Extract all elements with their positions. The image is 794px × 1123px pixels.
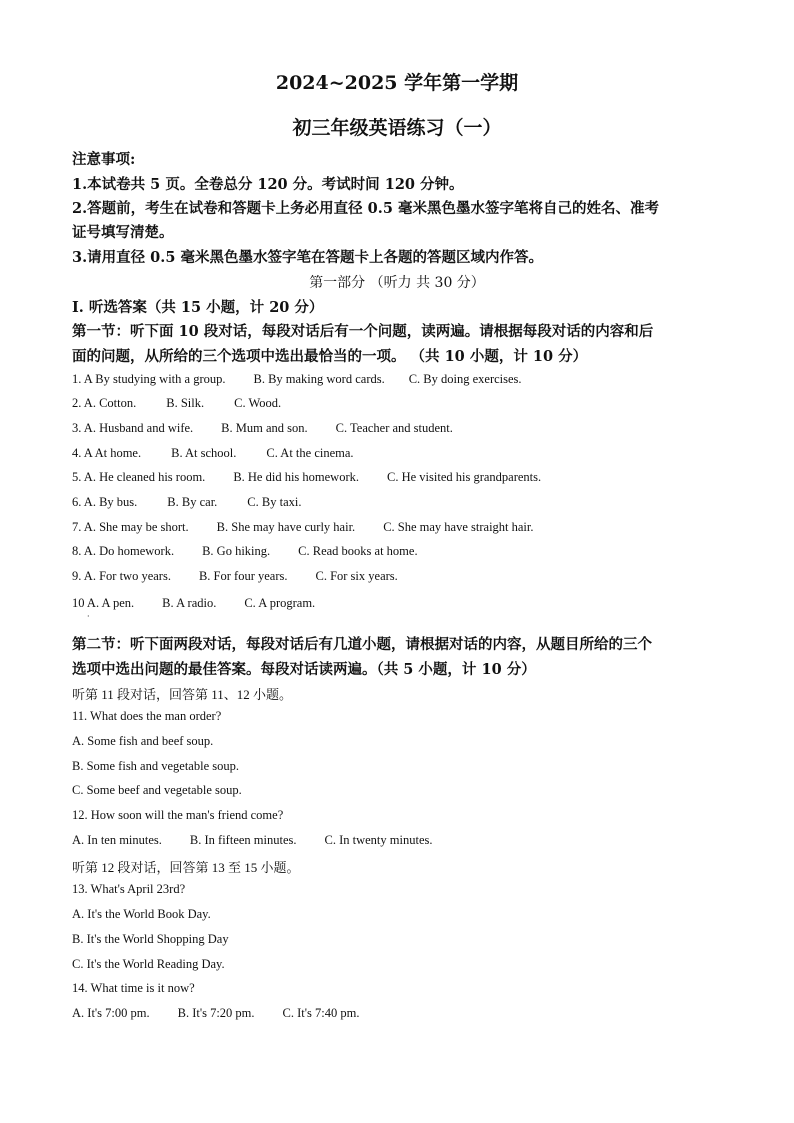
question-1 <box>72 372 522 387</box>
option-b: B. He did his homework. <box>233 470 359 484</box>
note-item-2-line-1: 2.答题前，考生在试卷和答题卡上务必用直径 0.5 毫米黑色墨水签字笔将自己的姓名、准考 <box>72 200 659 217</box>
option-b: B. A radio. <box>162 596 217 610</box>
option-b: B. By car. <box>167 495 218 509</box>
option-a: 3. A. Husband and wife. <box>72 421 194 435</box>
option-a: 4. A At home. <box>72 446 142 460</box>
option-c: C. A program. <box>244 596 316 610</box>
dialogue-12-intro: 听第 12 段对话，回答第 13 至 15 小题。 <box>72 860 300 875</box>
question-3 <box>72 421 453 436</box>
question-2 <box>72 396 281 411</box>
option-c: C. For six years. <box>315 569 398 583</box>
option-b: B. Go hiking. <box>202 544 271 558</box>
option-a: 8. A. Do homework. <box>72 544 175 558</box>
option-b: B. In fifteen minutes. <box>189 833 297 847</box>
option-c: C. Read books at home. <box>298 544 418 558</box>
option-c: C. He visited his grandparents. <box>387 470 542 484</box>
question-11-option-c: C. Some beef and vegetable soup. <box>72 783 242 797</box>
option-a: 9. A. For two years. <box>72 569 171 583</box>
note-item-1: 1.本试卷共 5 页。全卷总分 120 分。考试时间 120 分钟。 <box>72 176 464 193</box>
question-13-option-a: A. It's the World Book Day. <box>72 907 211 921</box>
option-c: C. Teacher and student. <box>335 421 453 435</box>
question-13-option-b: B. It's the World Shopping Day <box>72 932 229 946</box>
note-item-3: 3.请用直径 0.5 毫米黑色墨水签字笔在答题卡上各题的答题区域内作答。 <box>72 249 543 266</box>
question-11-option-b: B. Some fish and vegetable soup. <box>72 759 239 773</box>
notes-heading: 注意事项: <box>72 151 136 168</box>
question-4 <box>72 446 354 461</box>
question-14-options <box>72 1006 359 1021</box>
question-11-option-a: A. Some fish and beef soup. <box>72 734 214 748</box>
option-b: B. Silk. <box>166 396 205 410</box>
option-c: C. She may have straight hair. <box>383 520 534 534</box>
option-b: B. At school. <box>171 446 237 460</box>
question-6 <box>72 495 301 510</box>
question-7 <box>72 520 534 535</box>
option-c: C. By doing exercises. <box>408 372 522 386</box>
option-c: C. By taxi. <box>247 495 302 509</box>
question-11: 11. What does the man order? <box>72 709 222 723</box>
option-b: B. By making word cards. <box>253 372 385 386</box>
dialogue-11-intro: 听第 11 段对话，回答第 11、12 小题。 <box>72 687 293 702</box>
question-13-option-c: C. It's the World Reading Day. <box>72 957 225 971</box>
option-b: B. It's 7:20 pm. <box>177 1006 255 1020</box>
option-c: C. It's 7:40 pm. <box>282 1006 360 1020</box>
section2-instructions-line-2: 选项中选出问题的最佳答案。每段对话读两遍。（共 5 小题，计 10 分） <box>72 661 536 678</box>
option-a: 7. A. She may be short. <box>72 520 189 534</box>
section-heading: I. 听选答案（共 15 小题，计 20 分） <box>72 299 324 316</box>
option-a: 5. A. He cleaned his room. <box>72 470 206 484</box>
option-b: B. She may have curly hair. <box>216 520 356 534</box>
question-8 <box>72 544 418 559</box>
option-b: B. For four years. <box>198 569 288 583</box>
question-13: 13. What's April 23rd? <box>72 882 186 896</box>
option-c: C. Wood. <box>234 396 282 410</box>
question-9 <box>72 569 398 584</box>
question-5 <box>72 470 541 485</box>
option-a: 6. A. By bus. <box>72 495 138 509</box>
option-a: 1. A By studying with a group. <box>72 372 226 386</box>
option-a: A. In ten minutes. <box>72 833 162 847</box>
option-a: 2. A. Cotton. <box>72 396 137 410</box>
question-12-options <box>72 833 432 848</box>
question-12: 12. How soon will the man's friend come? <box>72 808 284 822</box>
section1-instructions-line-2: 面的问题，从所给的三个选项中选出最恰当的一项。 （共 10 小题，计 10 分） <box>72 348 588 365</box>
option-c: C. At the cinema. <box>266 446 354 460</box>
option-a: 10 A. A pen. <box>72 596 135 610</box>
page-subtitle: 初三年级英语练习（一） <box>292 117 502 139</box>
page-title: 2024~2025 学年第一学期 <box>275 72 519 94</box>
option-a: A. It's 7:00 pm. <box>72 1006 150 1020</box>
section1-instructions-line-1: 第一节：听下面 10 段对话，每段对话后有一个问题，读两遍。请根据每段对话的内容和后 <box>72 323 654 340</box>
part1-heading: 第一部分 （听力 共 30 分） <box>309 275 485 291</box>
stray-dot: · <box>87 612 90 621</box>
option-c: C. In twenty minutes. <box>324 833 433 847</box>
note-item-2-line-2: 证号填写清楚。 <box>72 224 174 241</box>
question-14: 14. What time is it now? <box>72 981 195 995</box>
question-10 <box>72 596 315 611</box>
option-b: B. Mum and son. <box>221 421 308 435</box>
section2-instructions-line-1: 第二节：听下面两段对话，每段对话后有几道小题，请根据对话的内容，从题目所给的三个 <box>72 636 652 653</box>
